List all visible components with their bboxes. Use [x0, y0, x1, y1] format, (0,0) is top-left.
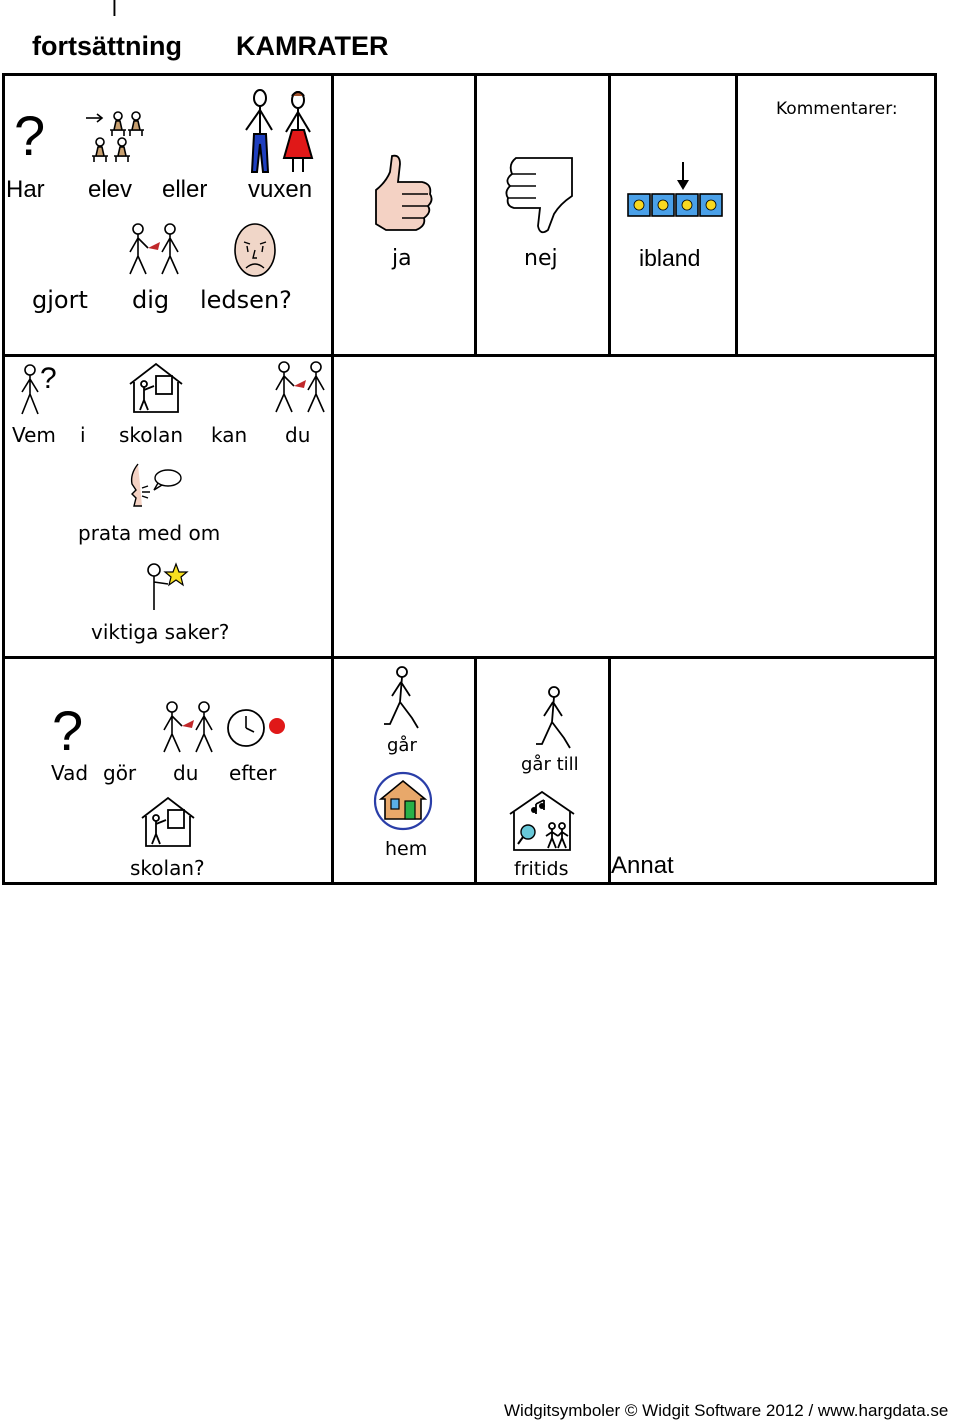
- do-to-icon: [126, 222, 182, 278]
- q1-word-elev: elev: [88, 176, 133, 203]
- q3-word-vad: Vad: [51, 761, 89, 785]
- question-mark-icon: ?: [14, 104, 46, 167]
- comments-label: Kommentarer:: [776, 99, 898, 119]
- q1-word-ledsen: ledsen?: [200, 286, 292, 314]
- q3-word-skolan: skolan?: [130, 856, 205, 880]
- after-clock-icon: [226, 706, 288, 750]
- q3-option-gar-label: går: [387, 735, 417, 756]
- q3-option-annat-cell[interactable]: [608, 656, 937, 885]
- home-icon: [373, 771, 433, 831]
- svg-text:?: ?: [40, 362, 57, 395]
- answer-ibland-label: ibland: [639, 245, 701, 271]
- answer-nej-label: nej: [524, 246, 558, 271]
- question-mark-icon: ?: [52, 699, 84, 762]
- q3-option-annat-label: Annat: [611, 852, 674, 879]
- do-to-icon: [160, 700, 216, 756]
- walk-icon: [534, 686, 574, 750]
- q3-word-gor: gör: [103, 761, 137, 785]
- pupils-icon: [82, 108, 152, 168]
- q3-word-du: du: [173, 761, 199, 785]
- q2-word-kan: kan: [211, 423, 248, 447]
- q3-option-hem-label: hem: [385, 838, 428, 860]
- man-woman-icon: [238, 88, 318, 174]
- header-kamrater: KAMRATER: [236, 31, 389, 61]
- q1-word-dig: dig: [132, 286, 170, 314]
- talk-icon: [128, 460, 184, 508]
- important-icon: [144, 560, 188, 612]
- header-mark: l: [112, 0, 117, 21]
- q3-option-fritids-label: fritids: [514, 858, 569, 880]
- do-to-icon: [272, 360, 328, 416]
- sun-sequence-icon: [626, 162, 722, 222]
- q3-word-efter: efter: [229, 761, 277, 785]
- footer-copyright: Widgitsymboler © Widgit Software 2012 / www.hargdata.se: [504, 1401, 949, 1420]
- q2-word-du: du: [285, 423, 311, 447]
- sad-face-icon: [232, 222, 278, 278]
- q2-line-viktiga-saker: viktiga saker?: [91, 620, 230, 644]
- q2-line-prata-med-om: prata med om: [78, 521, 221, 545]
- q1-word-har: Har: [6, 176, 45, 203]
- header-fortsattning: fortsättning: [32, 31, 182, 61]
- q2-word-skolan: skolan: [119, 423, 184, 447]
- q1-word-vuxen: vuxen: [248, 176, 313, 203]
- thumbs-down-icon: [502, 156, 578, 236]
- walk-icon: [382, 666, 422, 730]
- answer-ja-label: ja: [392, 246, 412, 271]
- q1-word-eller: eller: [162, 176, 208, 203]
- q2-answer-cell[interactable]: [331, 354, 937, 659]
- school-icon: [140, 796, 196, 848]
- school-icon: [128, 362, 184, 414]
- q3-option-gar-till-label: går till: [521, 754, 579, 775]
- q2-word-i: i: [80, 423, 86, 447]
- who-icon: [18, 364, 62, 418]
- after-school-club-icon: [508, 790, 576, 852]
- thumbs-up-icon: [372, 152, 436, 236]
- q2-word-vem: Vem: [12, 423, 56, 447]
- q1-word-gjort: gjort: [32, 286, 88, 314]
